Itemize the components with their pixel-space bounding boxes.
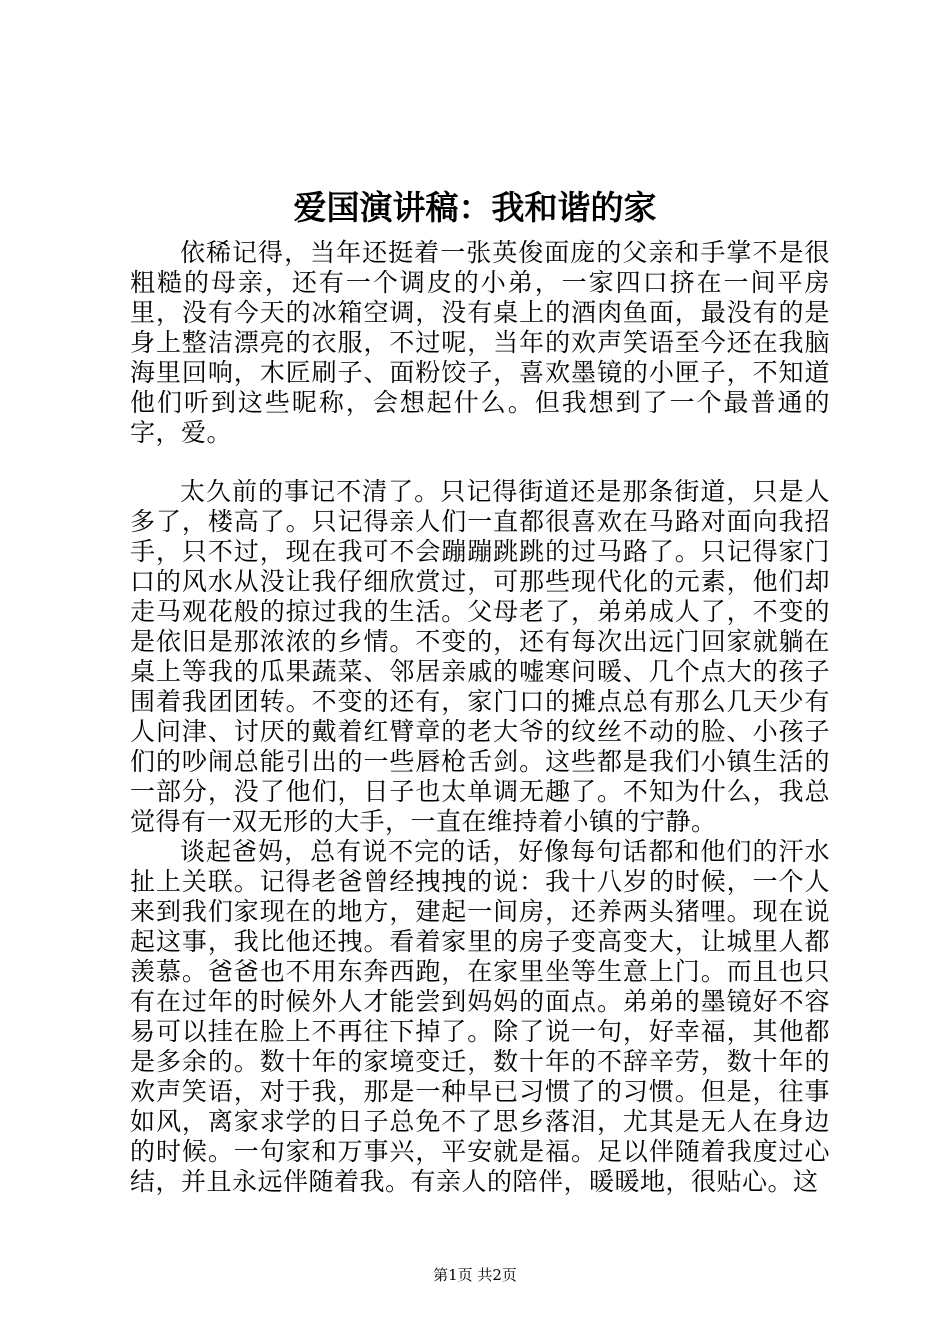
page-number-footer: 第1页 共2页: [433, 1266, 517, 1284]
document-body: [130, 238, 830, 1197]
paragraph-3: 谈起爸妈，总有说不完的话，好像每句话都和他们的汗水扯上关联。记得老爸曾经拽拽的说：我十八岁的时候，一个人来到我们家现在的地方，建起一间房，还养两头猪哩。现在说起这事，我比他还拽。看着家里的房子变高变大，让城里人都羡慕。爸爸也不用东奔西跑，在家里坐等生意上门。而且也只有在过年的时候外人才能尝到妈妈的面点。弟弟的墨镜好不容易可以挂在脸上不再往下掉了。除了说一句，好幸福，其他都是多余的。数十年的家境变迁，数十年的不辞辛劳，数十年的欢声笑语，对于我，那是一种早已习惯了的习惯。但是，往事如风，离家求学的日子总免不了思乡落泪，尤其是无人在身边的时候。一句家和万事兴，平安就是福。足以伴随着我度过心结，并且永远伴随着我。有亲人的陪伴，暖暖地，很贴心。这: [130, 837, 830, 1196]
paragraph-1: 依稀记得，当年还挺着一张英俊面庞的父亲和手掌不是很粗糙的母亲，还有一个调皮的小弟，一家四口挤在一间平房里，没有今天的冰箱空调，没有桌上的酒肉鱼面，最没有的是身上整洁漂亮的衣服，不过呢，当年的欢声笑语至今还在我脑海里回响，木匠刷子、面粉饺子，喜欢墨镜的小匣子，不知道他们听到这些昵称，会想起什么。但我想到了一个最普通的字，爱。: [130, 238, 830, 447]
document-title: 爱国演讲稿：我和谐的家: [293, 188, 657, 227]
paragraph-2: 太久前的事记不清了。只记得街道还是那条街道，只是人多了，楼高了。只记得亲人们一直都很喜欢在马路对面向我招手，只不过，现在我可不会蹦蹦跳跳的过马路了。只记得家门口的风水从没让我仔细欣赏过，可那些现代化的元素，他们却走马观花般的掠过我的生活。父母老了，弟弟成人了，不变的是依旧是那浓浓的乡情。不变的，还有每次出远门回家就躺在桌上等我的瓜果蔬菜、邻居亲戚的嘘寒问暖、几个点大的孩子围着我团团转。不变的还有，家门口的摊点总有那么几天少有人问津、讨厌的戴着红臂章的老大爷的纹丝不动的脸、小孩子们的吵闹总能引出的一些唇枪舌剑。这些都是我们小镇生活的一部分，没了他们，日子也太单调无趣了。不知为什么，我总觉得有一双无形的大手，一直在维持着小镇的宁静。: [130, 477, 830, 836]
paragraph-spacer: [130, 448, 830, 477]
